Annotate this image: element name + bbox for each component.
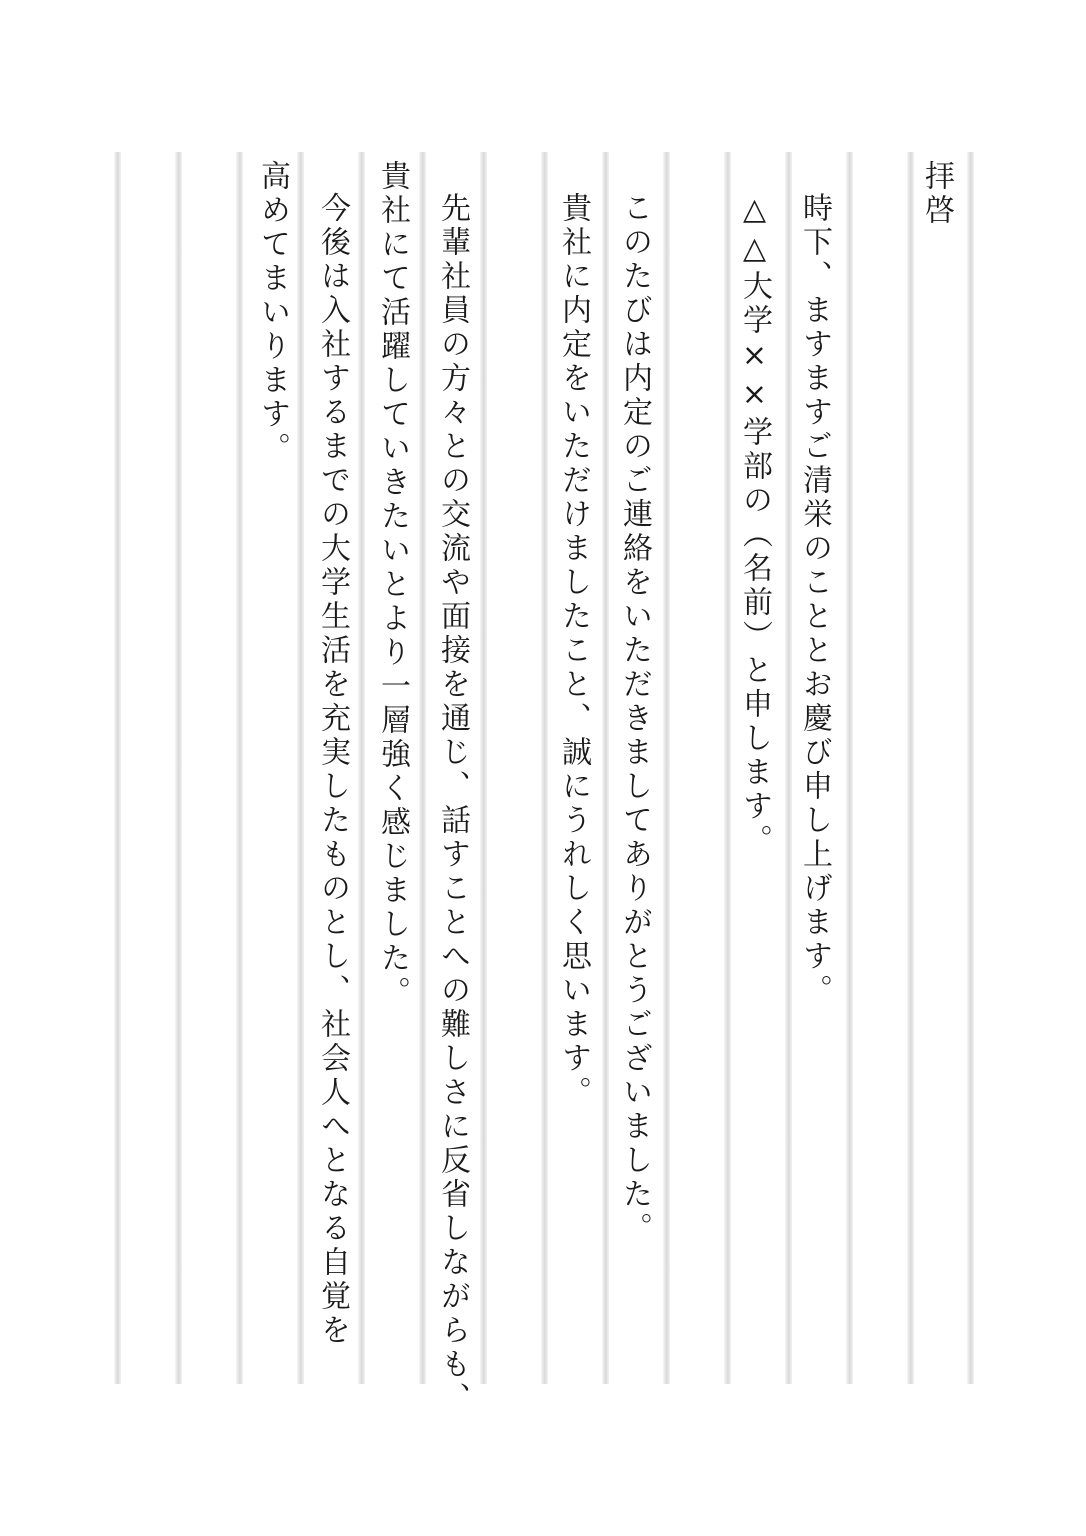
- rule-line: [175, 152, 182, 1384]
- rule-line: [541, 152, 548, 1384]
- rule-line: [663, 152, 670, 1384]
- greeting-heading: 拝啓: [919, 160, 954, 228]
- rule-line: [480, 152, 487, 1384]
- letter-line: [488, 192, 536, 1392]
- letter-line: △△大学××学部の（名前）と申します。: [737, 192, 772, 858]
- letter-line: 高めてまいります。: [255, 160, 290, 466]
- rule-line: [114, 152, 121, 1384]
- rule-line: [419, 152, 426, 1384]
- letter-line: 貴社に内定をいただけましたこと、誠にうれしく思います。: [556, 192, 591, 1110]
- letter-line: 貴社にて活躍していきたいとより一層強く感じました。: [375, 160, 410, 1010]
- letter-line: 今後は入社するまでの大学生活を充実したものとし、社会人へとなる自覚を: [315, 192, 350, 1348]
- letter-line: 先輩社員の方々との交流や面接を通じ、話すことへの難しさに反省しながらも、: [435, 192, 470, 1416]
- rule-line: [967, 152, 974, 1384]
- rule-line: [236, 152, 243, 1384]
- letter-line: [670, 192, 718, 1392]
- rule-line: [602, 152, 609, 1384]
- rule-line: [358, 152, 365, 1384]
- letter-line: このたびは内定のご連絡をいただきましてありがとうございました。: [617, 192, 652, 1246]
- rule-line: [846, 152, 853, 1384]
- letter-line: 時下、ますますご清栄のこととお慶び申し上げます。: [797, 192, 832, 1008]
- vertical-ruled-lines: [114, 152, 974, 1384]
- rule-line: [297, 152, 304, 1384]
